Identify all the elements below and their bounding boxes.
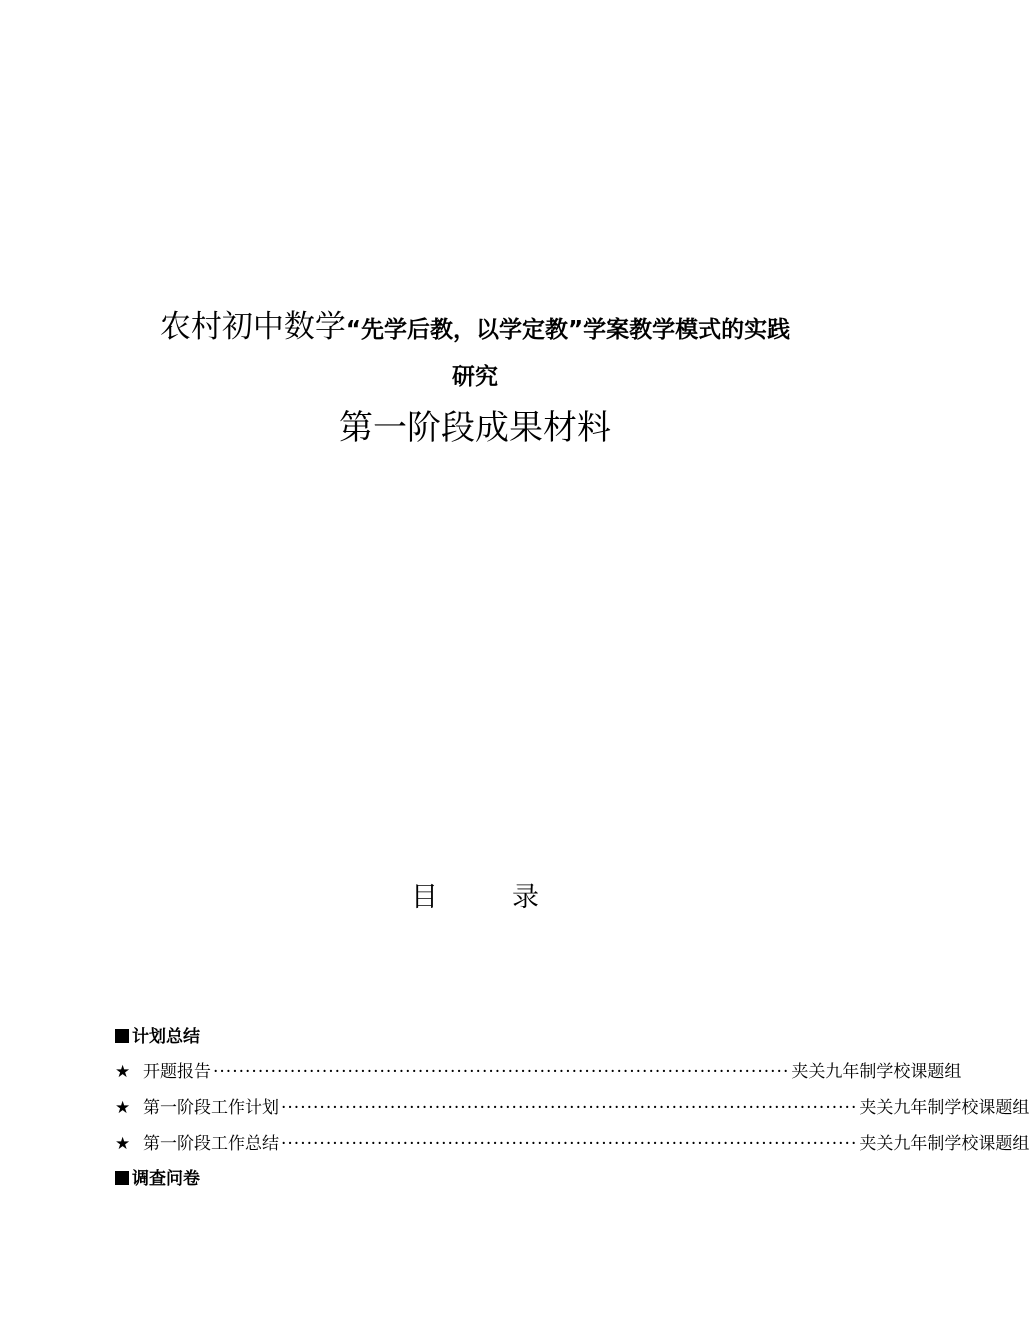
table-of-contents — [115, 1020, 1029, 1196]
toc-section-plans — [115, 1020, 835, 1054]
dot-leader: ·························································································· — [281, 1098, 858, 1118]
title-main-part: 农村初中数学 — [159, 309, 346, 345]
toc-entry-org: 夹关九年制学校课题组 — [859, 1098, 1029, 1118]
toc-section-label: 调查问卷 — [132, 1169, 200, 1189]
toc-entry-title: 第一阶段工作总结 — [143, 1134, 279, 1154]
square-bullet-icon — [115, 1171, 129, 1185]
star-bullet-icon: ★ — [115, 1062, 131, 1082]
dot-leader: ·························································································· — [281, 1134, 858, 1154]
title-quoted-part: “先学后教，以学定教”学案教学模式的实践 — [345, 317, 791, 343]
toc-entry[interactable] — [115, 1054, 962, 1090]
star-bullet-icon: ★ — [115, 1098, 131, 1118]
stage-title: 第一阶段成果材料 — [339, 408, 611, 448]
toc-heading — [0, 878, 950, 918]
toc-section-surveys — [115, 1162, 835, 1196]
toc-entry-title: 第一阶段工作计划 — [143, 1098, 279, 1118]
document-title — [100, 305, 850, 354]
toc-entry-org: 夹关九年制学校课题组 — [859, 1134, 1029, 1154]
star-bullet-icon: ★ — [115, 1134, 131, 1154]
toc-heading-char-2: 录 — [512, 882, 539, 913]
toc-entry-title: 开题报告 — [143, 1062, 211, 1082]
toc-heading-char-1: 目 — [411, 882, 438, 913]
toc-entry[interactable] — [115, 1126, 1029, 1162]
dot-leader: ·························································································· — [213, 1062, 790, 1082]
document-title-continued: 研究 — [452, 364, 498, 390]
toc-entry[interactable] — [115, 1090, 1029, 1126]
toc-section-label: 计划总结 — [132, 1027, 200, 1047]
toc-entry-org: 夹关九年制学校课题组 — [791, 1062, 962, 1082]
square-bullet-icon — [115, 1029, 129, 1043]
